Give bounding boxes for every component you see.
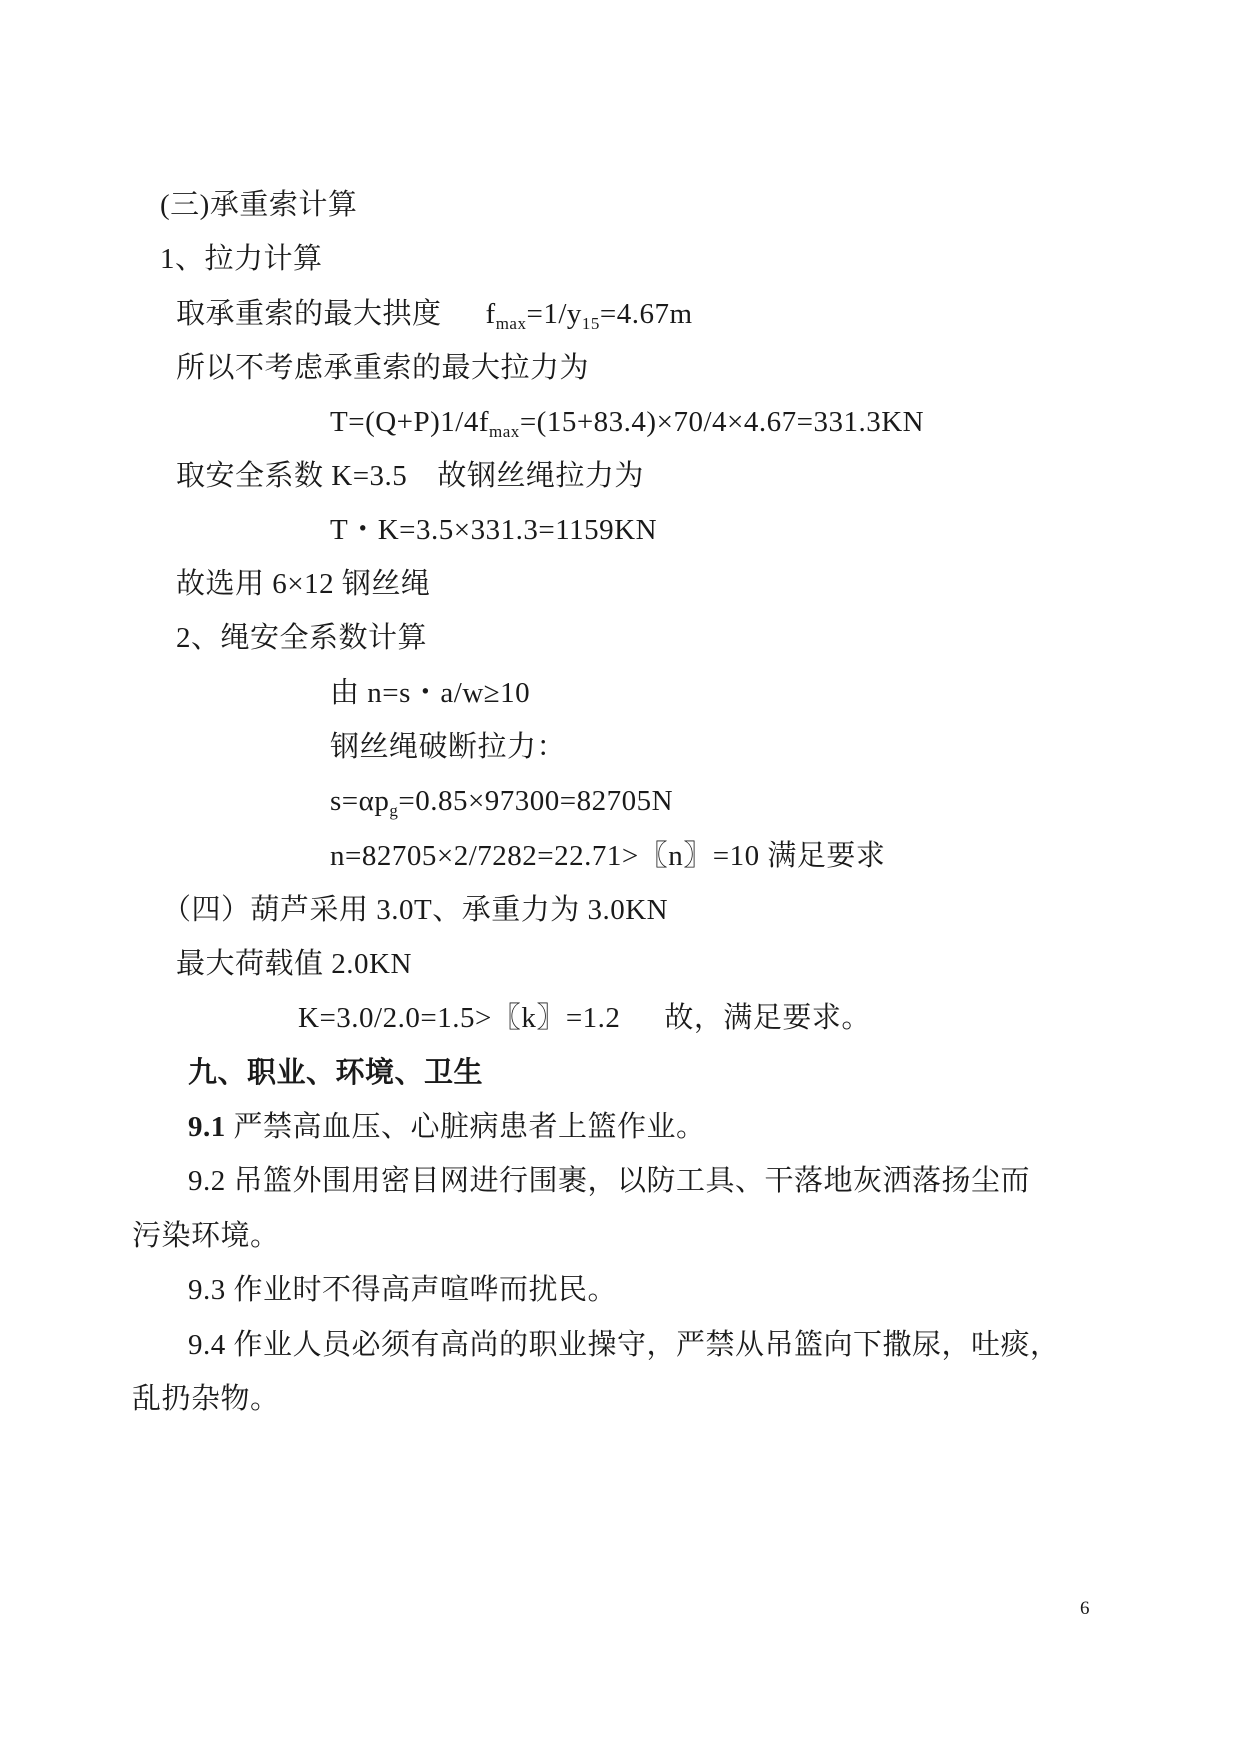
- subscript: g: [389, 801, 399, 820]
- text: T・K=3.5×331.3=1159KN: [330, 514, 658, 546]
- text: 乱扔杂物。: [132, 1383, 280, 1415]
- text: 故钢丝绳拉力为: [437, 460, 644, 492]
- formula-line: [330, 675, 530, 711]
- formula-max-sag: [176, 296, 693, 332]
- page-number: 6: [1080, 1598, 1090, 1619]
- item-number: 9.1: [188, 1111, 226, 1143]
- text: (三)承重索计算: [160, 189, 358, 221]
- paragraph-line: [330, 729, 566, 765]
- text: s=αp: [330, 785, 390, 817]
- formula-breaking-force: [330, 783, 673, 819]
- text: 由 n=s・a/w≥10: [330, 677, 531, 709]
- text: =0.85×97300=82705N: [398, 785, 674, 817]
- text: 污染环境。: [132, 1220, 280, 1252]
- text: T=(Q+P)1/4f: [330, 406, 490, 438]
- text: 9.2 吊篮外围用密目网进行围裹，以防工具、干落地灰洒落扬尘而: [188, 1165, 1031, 1197]
- formula-rope-tension: [330, 512, 657, 548]
- text: 严禁高血压、心脏病患者上篮作业。: [225, 1111, 706, 1143]
- text: （四）葫芦采用 3.0T、承重力为 3.0KN: [162, 894, 669, 926]
- text: =(15+83.4)×70/4×4.67=331.3KN: [519, 406, 925, 438]
- paragraph-9-2-line-1: [188, 1163, 1030, 1199]
- text: 取安全系数 K=3.5: [176, 460, 408, 492]
- subscript: max: [489, 422, 520, 441]
- formula-line: [330, 838, 885, 874]
- paragraph-9-2-line-2: [132, 1218, 280, 1254]
- formula-max-tension: [330, 404, 924, 440]
- paragraph-line: [176, 458, 644, 494]
- text: n=82705×2/7282=22.71>〖n〗=10 满足要求: [330, 840, 886, 872]
- text: 故选用 6×12 钢丝绳: [176, 568, 431, 600]
- paragraph-line: [176, 946, 412, 982]
- section-heading-hoist: [162, 892, 668, 928]
- text: 故，满足要求。: [664, 1002, 871, 1034]
- subscript: 15: [581, 314, 600, 333]
- text: 最大荷载值 2.0KN: [176, 948, 412, 980]
- text: 2、绳安全系数计算: [176, 622, 428, 654]
- section-heading-cable-calc: [160, 187, 357, 223]
- text: =4.67m: [599, 298, 693, 330]
- formula-hoist-check: [298, 1000, 871, 1036]
- subheading-safety-factor: [176, 620, 427, 656]
- text: 取承重索的最大拱度: [176, 298, 442, 330]
- text: 9.4 作业人员必须有高尚的职业操守，严禁从吊篮向下撒尿，吐痰，: [188, 1329, 1060, 1361]
- text: 9.3 作业时不得高声喧哗而扰民。: [188, 1274, 618, 1306]
- subheading-tension-calc: [160, 241, 323, 277]
- text: f: [485, 298, 496, 330]
- paragraph-line: [176, 350, 589, 386]
- text: 钢丝绳破断拉力：: [330, 731, 567, 763]
- subscript: max: [495, 314, 527, 333]
- chapter-heading: [188, 1055, 483, 1091]
- text: =1/y: [526, 298, 582, 330]
- paragraph-9-1: [188, 1109, 706, 1145]
- paragraph-9-4-line-1: [188, 1327, 1060, 1363]
- text: 1、拉力计算: [160, 243, 323, 275]
- text: 所以不考虑承重索的最大拉力为: [176, 352, 590, 384]
- text: K=3.0/2.0=1.5>〖k〗=1.2: [298, 1002, 621, 1034]
- text: 九、职业、环境、卫生: [188, 1057, 484, 1089]
- paragraph-9-3: [188, 1272, 617, 1308]
- paragraph-line: [176, 566, 430, 602]
- paragraph-9-4-line-2: [132, 1381, 280, 1417]
